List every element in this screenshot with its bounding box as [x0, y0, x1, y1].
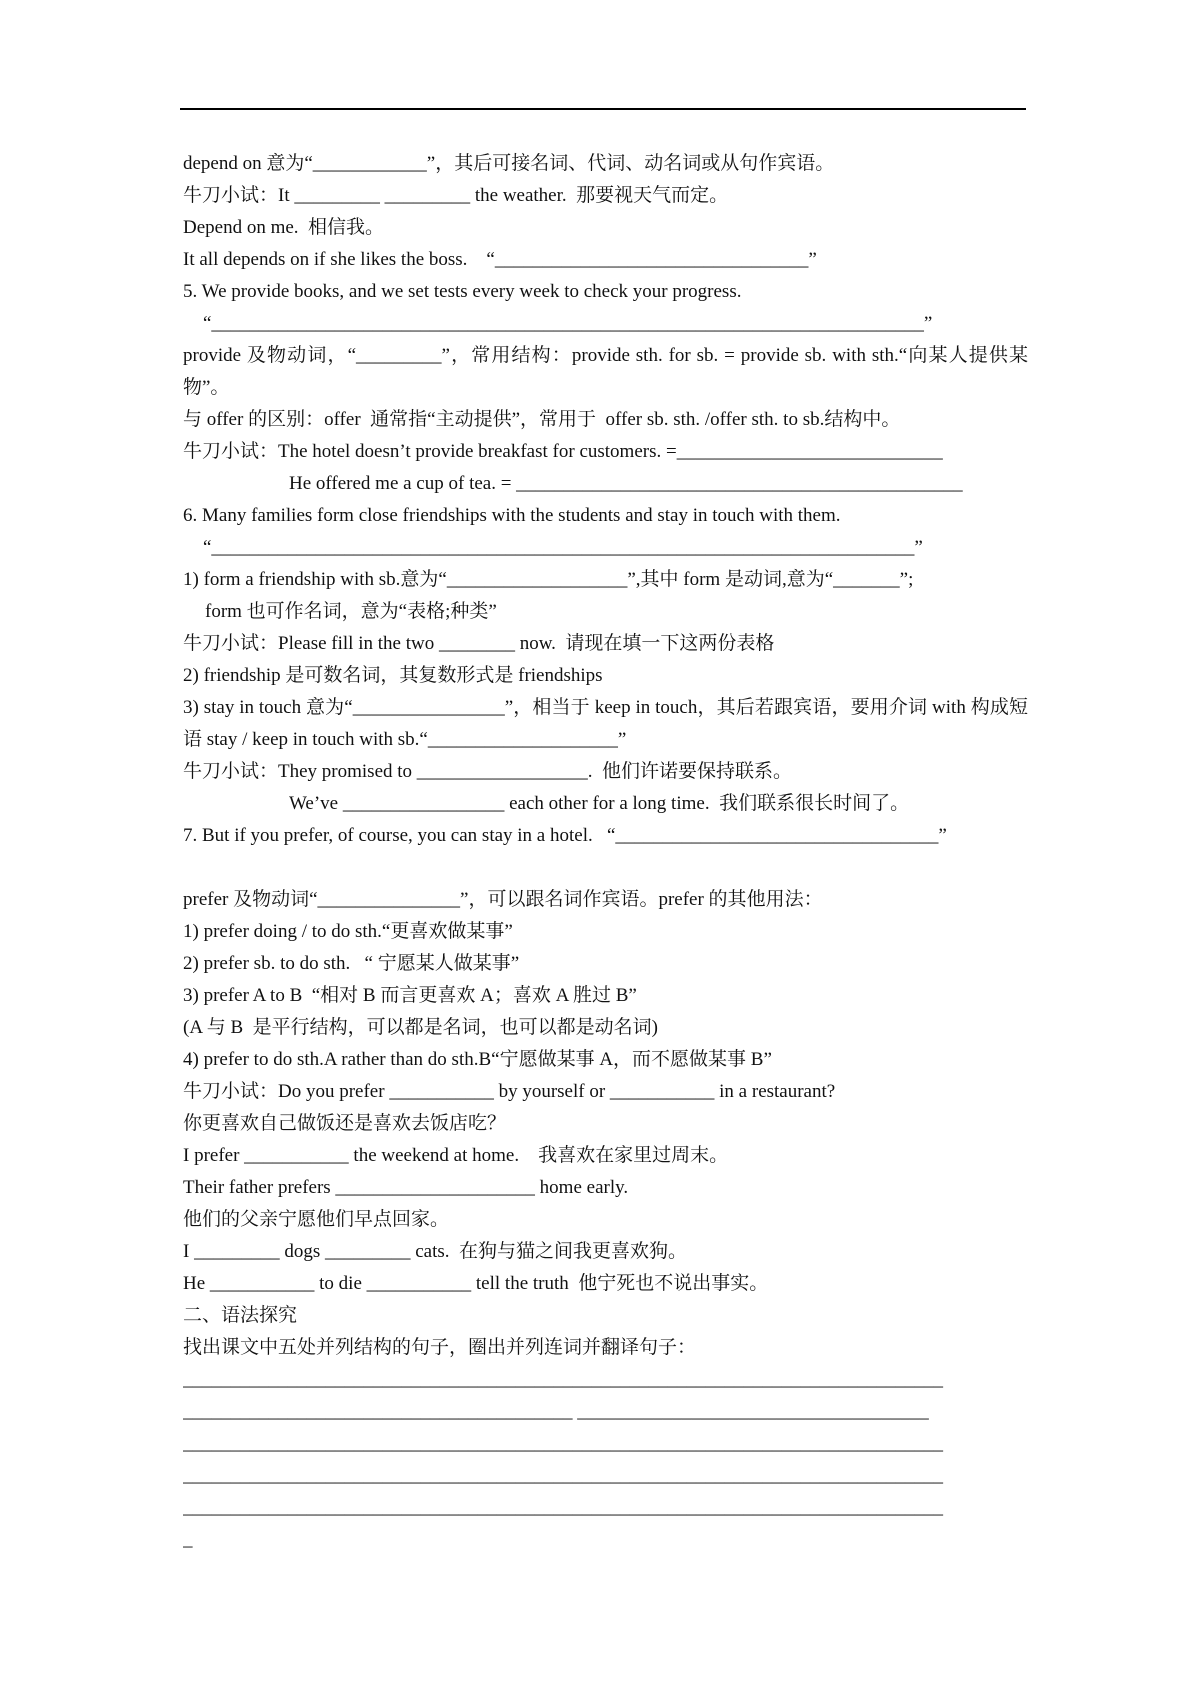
sentence-7: 7. But if you prefer, of course, you can stay in a hotel. “__________________________________”	[183, 825, 947, 846]
practice-prefer-3: Their father prefers _____________________ home early.	[183, 1177, 629, 1198]
sentence-6: 6. Many families form close friendships with the students and stay in touch with them.	[183, 505, 841, 526]
grammar-instruction: 找出课文中五处并列结构的句子，圈出并列连词并翻译句子：	[183, 1337, 697, 1358]
answer-line-1: ________________________________________________________________________________	[183, 1369, 943, 1390]
worksheet-content	[183, 148, 1028, 1556]
practice-prefer-5: He ___________ to die ___________ tell the truth 他宁死也不说出事实。	[183, 1273, 769, 1294]
example-depends-on-if: It all depends on if she likes the boss. “_________________________________”	[183, 249, 817, 270]
section-heading-grammar: 二、语法探究	[183, 1305, 298, 1326]
sentence-6-translation-blank: “__________________________________________________________________________”	[203, 537, 923, 558]
answer-line-3: ________________________________________________________________________________	[183, 1433, 943, 1454]
prefer-note: prefer 及物动词“_______________”，可以跟名词作宾语。prefer 的其他用法：	[183, 889, 823, 910]
practice-prefer-2: I prefer ___________ the weekend at home. 我喜欢在家里过周末。	[183, 1145, 729, 1166]
stay-in-touch-note: 3) stay in touch 意为“________________”，相当于 keep in touch，其后若跟宾语，要用介词 with 构成短语 stay / keep in touch with sb.“____________________”	[183, 697, 1028, 750]
practice-form: 牛刀小试：Please fill in the two ________ now. 请现在填一下这两份表格	[183, 633, 775, 654]
practice-depend-on: 牛刀小试：It _________ _________ the weather. 那要视天气而定。	[183, 185, 729, 206]
prefer-usage-2: 2) prefer sb. to do sth. “ 宁愿某人做某事”	[183, 953, 520, 974]
prefer-usage-1: 1) prefer doing / to do sth.“更喜欢做某事”	[183, 921, 513, 942]
depend-on-note: depend on 意为“____________”，其后可接名词、代词、动名词或从句作宾语。	[183, 153, 835, 174]
prefer-usage-3-note: (A 与 B 是平行结构，可以都是名词，也可以都是动名词)	[183, 1017, 659, 1038]
form-friendship-note: 1) form a friendship with sb.意为“___________________”,其中 form 是动词,意为“_______”;	[183, 569, 914, 590]
offer-difference-note: 与 offer 的区别：offer 通常指“主动提供”，常用于 offer sb. sth. /offer sth. to sb.结构中。	[183, 409, 901, 430]
sentence-5-translation-blank: “___________________________________________________________________________”	[203, 313, 933, 334]
practice-provide: 牛刀小试：The hotel doesn’t provide breakfast for customers. =____________________________	[183, 441, 943, 462]
practice-prefer-3-translation: 他们的父亲宁愿他们早点回家。	[183, 1209, 450, 1230]
practice-prefer-1: 牛刀小试：Do you prefer ___________ by yourself or ___________ in a restaurant?	[183, 1081, 836, 1102]
answer-line-2: _________________________________________ _____________________________________	[183, 1401, 929, 1422]
sentence-5: 5. We provide books, and we set tests every week to check your progress.	[183, 281, 742, 302]
practice-stay-in-touch: 牛刀小试：They promised to __________________. 他们许诺要保持联系。	[183, 761, 793, 782]
provide-note: provide 及物动词，“_________”，常用结构：provide sth. for sb. = provide sb. with sth.“向某人提供某物”。	[183, 345, 1028, 398]
friendship-note: 2) friendship 是可数名词，其复数形式是 friendships	[183, 665, 603, 686]
prefer-usage-4: 4) prefer to do sth.A rather than do sth.B“宁愿做某事 A，而不愿做某事 B”	[183, 1049, 772, 1070]
practice-prefer-4: I _________ dogs _________ cats. 在狗与猫之间我更喜欢狗。	[183, 1241, 688, 1262]
header-rule	[180, 108, 1026, 110]
form-noun-note: form 也可作名词，意为“表格;种类”	[205, 601, 497, 622]
answer-line-5: ________________________________________________________________________________	[183, 1497, 943, 1518]
answer-line-4: ________________________________________________________________________________	[183, 1465, 943, 1486]
practice-offer: He offered me a cup of tea. = _______________________________________________	[289, 473, 963, 494]
practice-prefer-1-translation: 你更喜欢自己做饭还是喜欢去饭店吃？	[183, 1113, 507, 1134]
example-depend-on-me: Depend on me. 相信我。	[183, 217, 385, 238]
answer-line-end: _	[183, 1529, 193, 1550]
spacer	[183, 852, 1028, 884]
practice-keep-in-touch: We’ve _________________ each other for a long time. 我们联系很长时间了。	[289, 793, 910, 814]
prefer-usage-3: 3) prefer A to B “相对 B 而言更喜欢 A；喜欢 A 胜过 B”	[183, 985, 637, 1006]
